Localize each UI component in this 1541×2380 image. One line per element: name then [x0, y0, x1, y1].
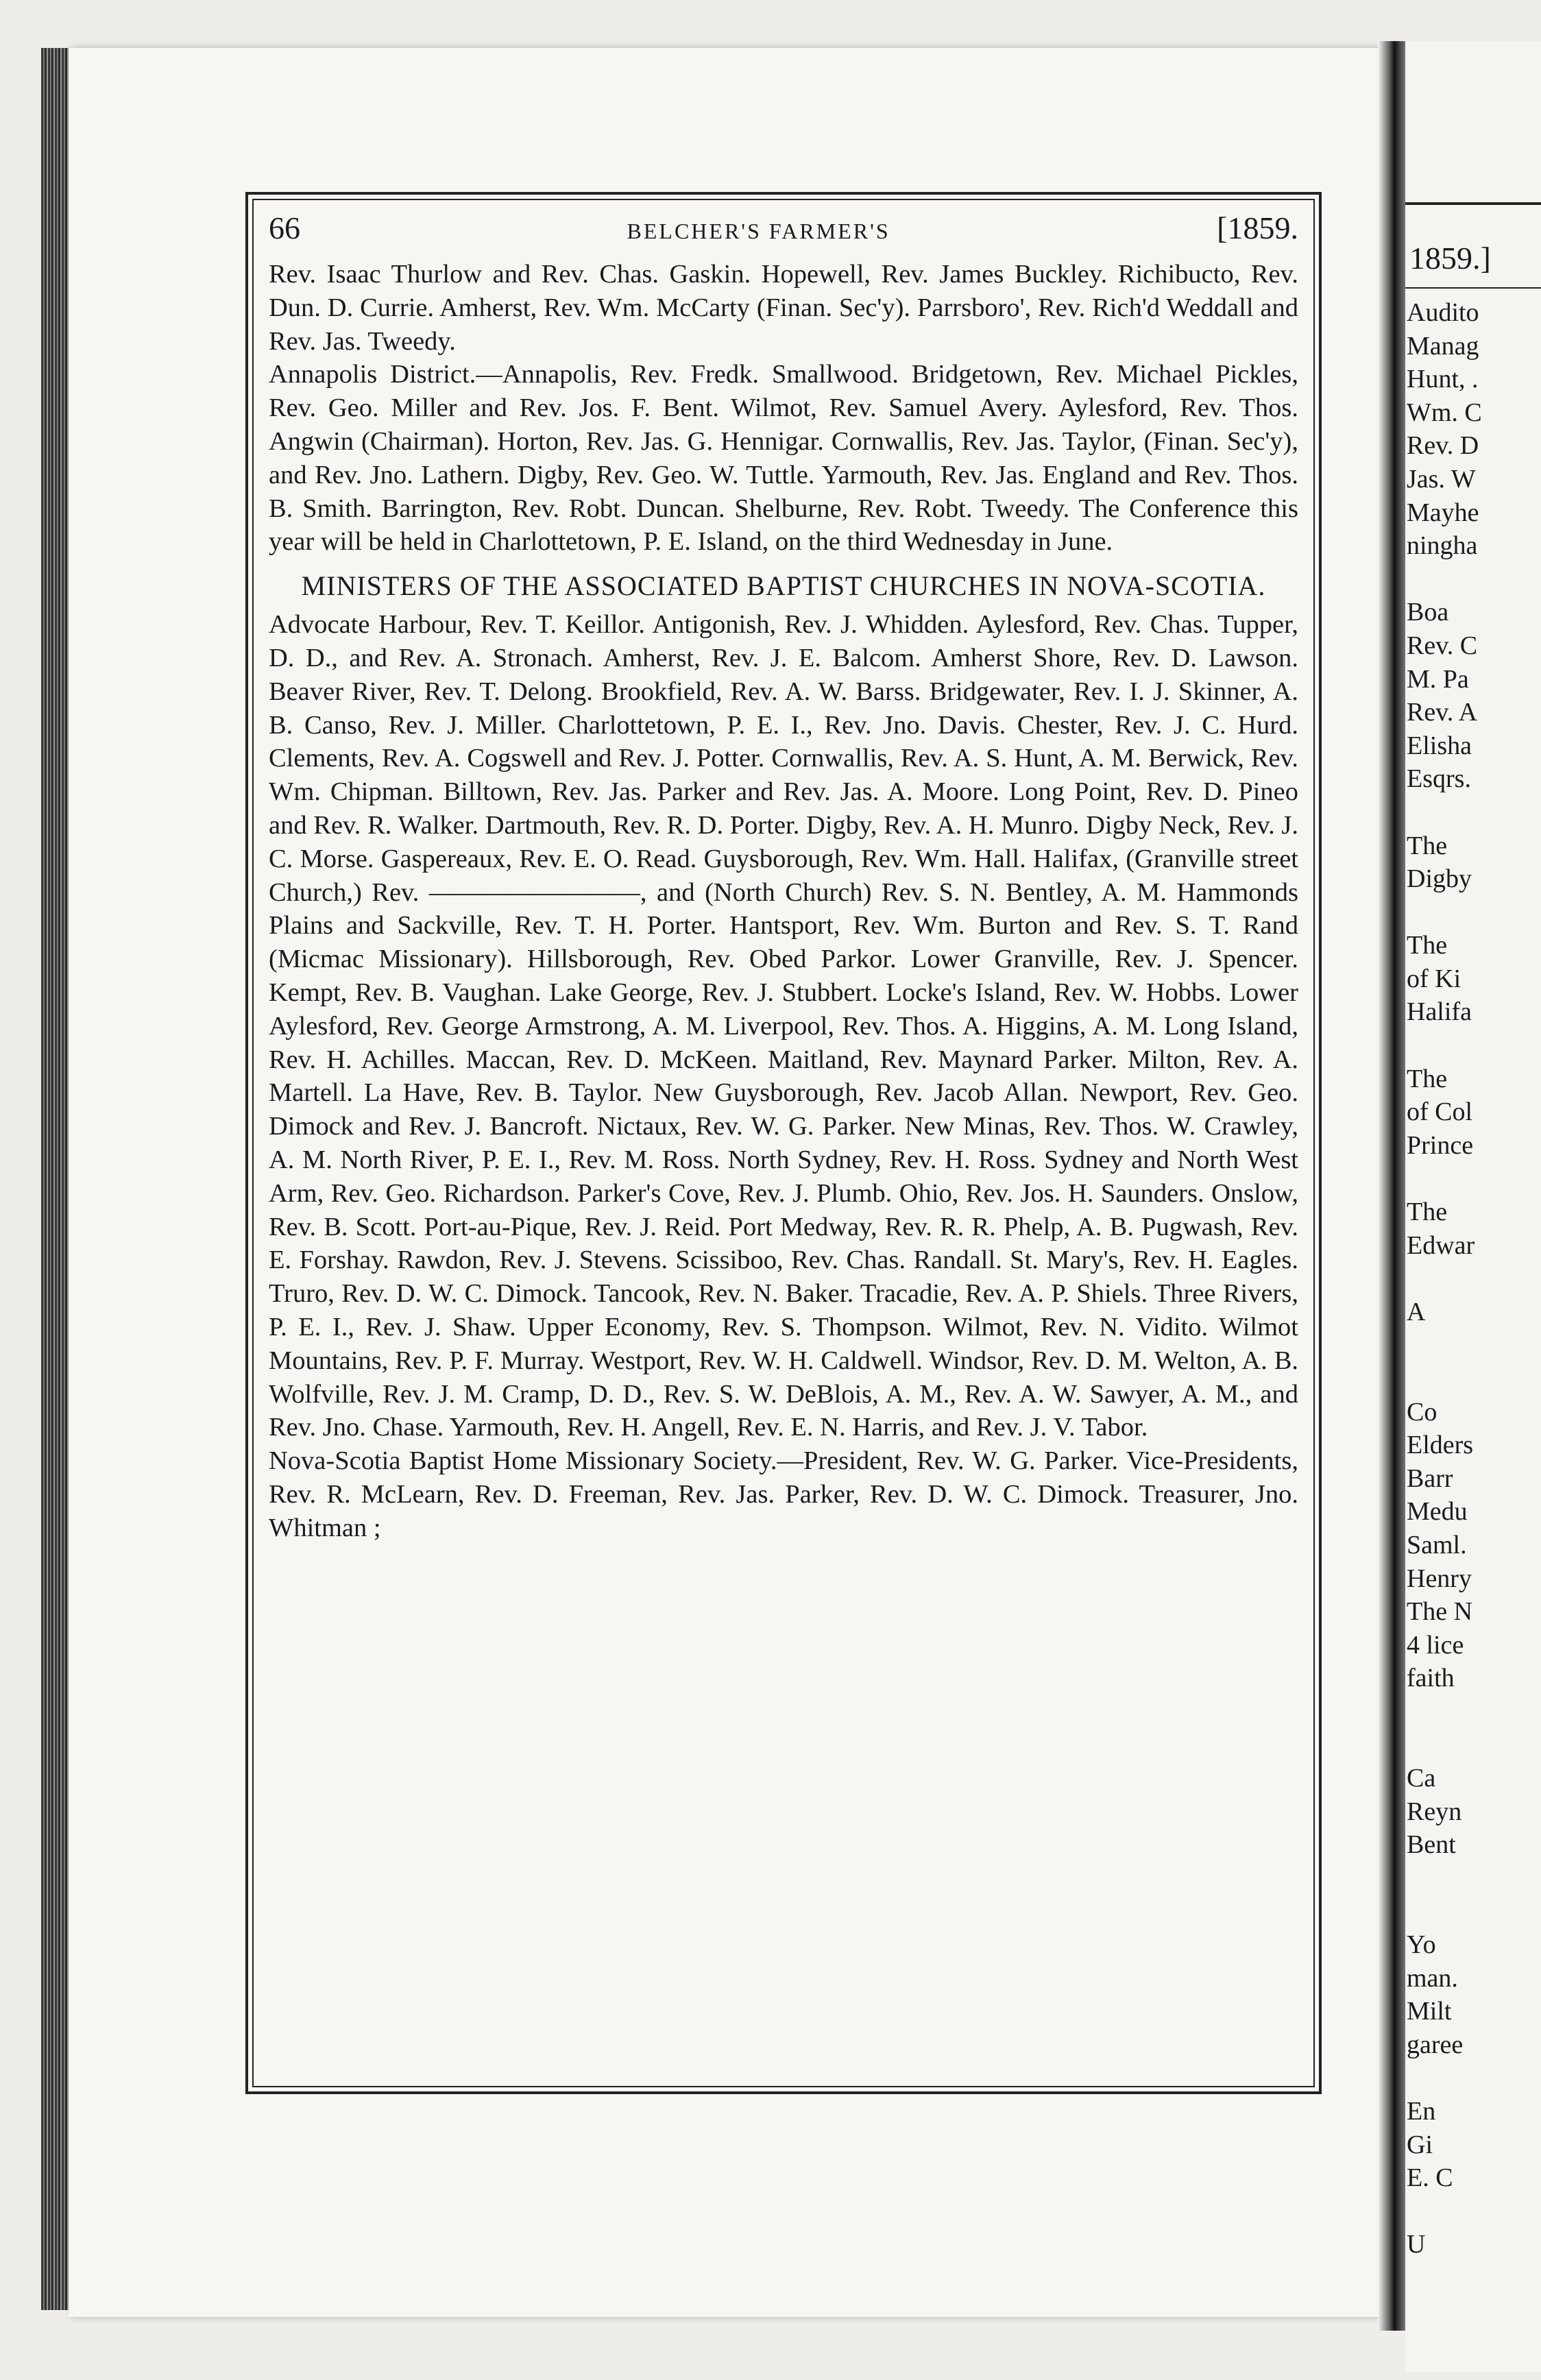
- right-page-line: Medu: [1407, 1497, 1468, 1527]
- right-page-line: The: [1407, 1198, 1448, 1227]
- right-page-line: Elders: [1407, 1431, 1474, 1460]
- paragraph-home-missionary-society: Nova-Scotia Baptist Home Missionary Society.—President, Rev. W. G. Parker. Vice-Presidents, Rev. R. McLearn, Rev. D. Freeman, Rev. Jas. Parker, Rev. D. W. C. Dimock. Treasurer, Jno. Whitman ;: [269, 1446, 1298, 1542]
- running-title: BELCHER'S FARMER'S: [627, 219, 890, 243]
- right-page-line: [1407, 1029, 1541, 1062]
- paragraph-baptist-ministers: Advocate Harbour, Rev. T. Keillor. Antigonish, Rev. J. Whidden. Aylesford, Rev. Chas. Tupper, D. D., and Rev. A. Stronach. Amherst, Rev. J. E. Balcom. Amherst Shore, Rev. D. Lawson. Beaver River, Rev. T. Delong. Brookfield, Rev. A. W. Barss. Bridgewater, Rev. I. J. Skinner, A. B. Canso, Rev. J. Miller. Charlottetown, P. E. I., Rev. Jno. Davis. Chester, Rev. J. C. Hurd. Clements, Rev. A. Cogswell and Rev. J. Potter. Cornwallis, Rev. A. S. Hunt, A. M. Berwick, Rev. Wm. Chipman. Billtown, Rev. Jas. Parker and Rev. Jas. A. Moore. Long Point, Rev. D. Pineo and Rev. R. Walker. Dartmouth, Rev. R. D. Porter. Digby, Rev. A. H. Munro. Digby Neck, Rev. J. C. Morse. Gaspereaux, Rev. E. O. Read. Guysborough, Rev. Wm. Hall. Halifax, (Granville street Church,) Rev. ————————, and (North Church) Rev. S. N. Bentley, A. M. Hammonds Plains and Sackville, Rev. T. H. Porter. Hantsport, Rev. Wm. Burton and Rev. S. T. Rand (Micmac Missionary). Hillsborough, Rev. Obed Parkor. Lower Granville, Rev. J. Spencer. Kempt, Rev. B. Vaughan. Lake George, Rev. J. Stubbert. Locke's Island, Rev. W. Hobbs. Lower Aylesford, Rev. George Armstrong, A. M. Liverpool, Rev. Thos. A. Higgins, A. M. Long Island, Rev. H. Achilles. Maccan, Rev. D. McKeen. Maitland, Rev. Maynard Parker. Milton, Rev. A. Martell. La Have, Rev. B. Taylor. New Guysborough, Rev. Jacob Allan. Newport, Rev. Geo. Dimock and Rev. J. Bancroft. Nictaux, Rev. W. G. Parker. New Minas, Rev. Thos. W. Crawley, A. M. North River, P. E. I., Rev. M. Ross. North Sydney, Rev. H. Ross. Sydney and North West Arm, Rev. Geo. Richardson. Parker's Cove, Rev. J. Plumb. Ohio, Rev. Jos. H. Saunders. Onslow, Rev. B. Scott. Port-au-Pique, Rev. J. Reid. Port Medway, Rev. R. R. Phelp, A. B. Pugwash, Rev. E. Forshay. Rawdon, Rev. J. Stevens. Scissiboo, Rev. Chas. Randall. St. Mary's, Rev. H. Eagles. Truro, Rev. D. W. C. Dimock. Tancook, Rev. N. Baker. Tracadie, Rev. A. P. Shiels. Three Rivers, P. E. I., Rev. J. Shaw. Upper Economy, Rev. S. Thompson. Wilmot, Rev. N. Vidito. Wilmot Mountains, Rev. P. F. Murray. Westport, Rev. W. H. Caldwell. Windsor, Rev. D. M. Welton, A. B. Wolfville, Rev. J. M. Cramp, D. D., Rev. S. W. DeBlois, A. M., Rev. A. W. Sawyer, A. M., and Rev. Jno. Chase. Yarmouth, Rev. H. Angell, Rev. E. N. Harris, and Rev. J. V. Tabor.: [269, 610, 1298, 1442]
- right-page-line: The N: [1407, 1597, 1473, 1627]
- right-page-line: Elisha: [1407, 731, 1472, 760]
- section-heading: MINISTERS OF THE ASSOCIATED BAPTIST CHURCHES IN NOVA-SCOTIA.: [301, 570, 1266, 602]
- right-page-line: Jas. W: [1407, 464, 1476, 494]
- right-page-line: [1407, 896, 1541, 930]
- right-page-line: Esqrs.: [1407, 764, 1471, 794]
- right-page-line: [1407, 1328, 1541, 1362]
- right-page-line: Halifa: [1407, 997, 1472, 1027]
- right-page-line: [1407, 1729, 1541, 1762]
- right-page-fragment: [1405, 41, 1541, 2372]
- right-page-line: man.: [1407, 1963, 1458, 1993]
- right-page-line: [1407, 1695, 1541, 1729]
- right-page-line: [1407, 1895, 1541, 1929]
- right-page-line: [1407, 1262, 1541, 1296]
- right-page-line: Yo: [1407, 1930, 1436, 1960]
- right-page-line: [1407, 1862, 1541, 1895]
- right-page-line: Barr: [1407, 1464, 1453, 1493]
- right-page-line: Henry: [1407, 1564, 1472, 1593]
- right-page-line: Bent: [1407, 1830, 1456, 1860]
- page-content: [252, 199, 1315, 2087]
- right-page-line: of Col: [1407, 1097, 1473, 1127]
- right-page-line: [1407, 2195, 1541, 2229]
- right-page-line: Gi: [1407, 2130, 1433, 2159]
- right-page-line: Co: [1407, 1397, 1437, 1426]
- right-page-line: Prince: [1407, 1130, 1474, 1160]
- right-page-line: Boa: [1407, 598, 1449, 627]
- right-page-line: [1407, 1162, 1541, 1195]
- right-page-line: faith: [1407, 1664, 1455, 1693]
- right-page-line: U: [1407, 2230, 1426, 2259]
- header-year: [1859.: [1217, 210, 1298, 245]
- right-page-line: [1407, 563, 1541, 596]
- right-page-line: Edwar: [1407, 1230, 1475, 1260]
- right-page-year: 1859.]: [1409, 241, 1491, 276]
- right-page-line: E. C: [1407, 2163, 1453, 2193]
- right-page-line: M. Pa: [1407, 664, 1469, 694]
- right-page-line: garee: [1407, 2030, 1464, 2059]
- right-page-line: Ca: [1407, 1764, 1436, 1793]
- book-gutter: [1378, 41, 1405, 2331]
- right-page-line: The: [1407, 831, 1448, 860]
- book-edge: [41, 48, 69, 2310]
- running-header: [269, 210, 1298, 258]
- page-number: 66: [269, 210, 300, 245]
- right-page-line: A: [1407, 1297, 1426, 1326]
- right-page-text: [1407, 296, 1541, 2261]
- right-page-line: Rev. A: [1407, 698, 1478, 727]
- right-page-line: The: [1407, 931, 1448, 960]
- right-page-line: Mayhe: [1407, 498, 1479, 527]
- right-page-line: 4 lice: [1407, 1630, 1464, 1660]
- right-page-line: Wm. C: [1407, 398, 1482, 427]
- paragraph-wesleyan-continued: Rev. Isaac Thurlow and Rev. Chas. Gaskin. Hopewell, Rev. James Buckley. Richibucto, Rev. Dun. D. Currie. Amherst, Rev. Wm. McCarty (Finan. Sec'y). Parrsboro', Rev. Rich'd Weddall and Rev. Jas. Tweedy.: [269, 260, 1298, 356]
- right-page-line: ningha: [1407, 531, 1478, 561]
- right-page-line: Digby: [1407, 864, 1472, 894]
- right-page-line: of Ki: [1407, 964, 1461, 993]
- right-page-line: [1407, 796, 1541, 829]
- right-page-line: [1407, 2061, 1541, 2095]
- right-page-line: En: [1407, 2097, 1436, 2126]
- right-page-line: Audito: [1407, 298, 1479, 327]
- right-page-line: The: [1407, 1064, 1448, 1093]
- right-page-line: [1407, 1362, 1541, 1396]
- right-page-line: Hunt, .: [1407, 365, 1479, 394]
- right-page-line: Saml.: [1407, 1530, 1467, 1559]
- paragraph-annapolis-district: Annapolis District.—Annapolis, Rev. Fredk. Smallwood. Bridgetown, Rev. Michael Pickles, Rev. Geo. Miller and Rev. Jos. F. Bent. Wilmot, Rev. Samuel Avery. Aylesford, Rev. Thos. Angwin (Chairman). Horton, Rev. Jas. G. Hennigar. Cornwallis, Rev. Jas. Taylor, (Finan. Sec'y), and Rev. Jno. Lathern. Digby, Rev. Geo. W. Tuttle. Yarmouth, Rev. Jas. England and Rev. Thos. B. Smith. Barrington, Rev. Robt. Duncan. Shelburne, Rev. Robt. Tweedy. The Conference this year will be held in Charlottetown, P. E. Island, on the third Wednesday in June.: [269, 360, 1298, 557]
- right-page-line: Rev. D: [1407, 431, 1479, 461]
- page-frame: [245, 192, 1322, 2094]
- right-page-line: Milt: [1407, 1997, 1452, 2026]
- right-page-line: Rev. C: [1407, 631, 1478, 660]
- right-page-line: Manag: [1407, 331, 1479, 361]
- right-page-line: Reyn: [1407, 1797, 1462, 1826]
